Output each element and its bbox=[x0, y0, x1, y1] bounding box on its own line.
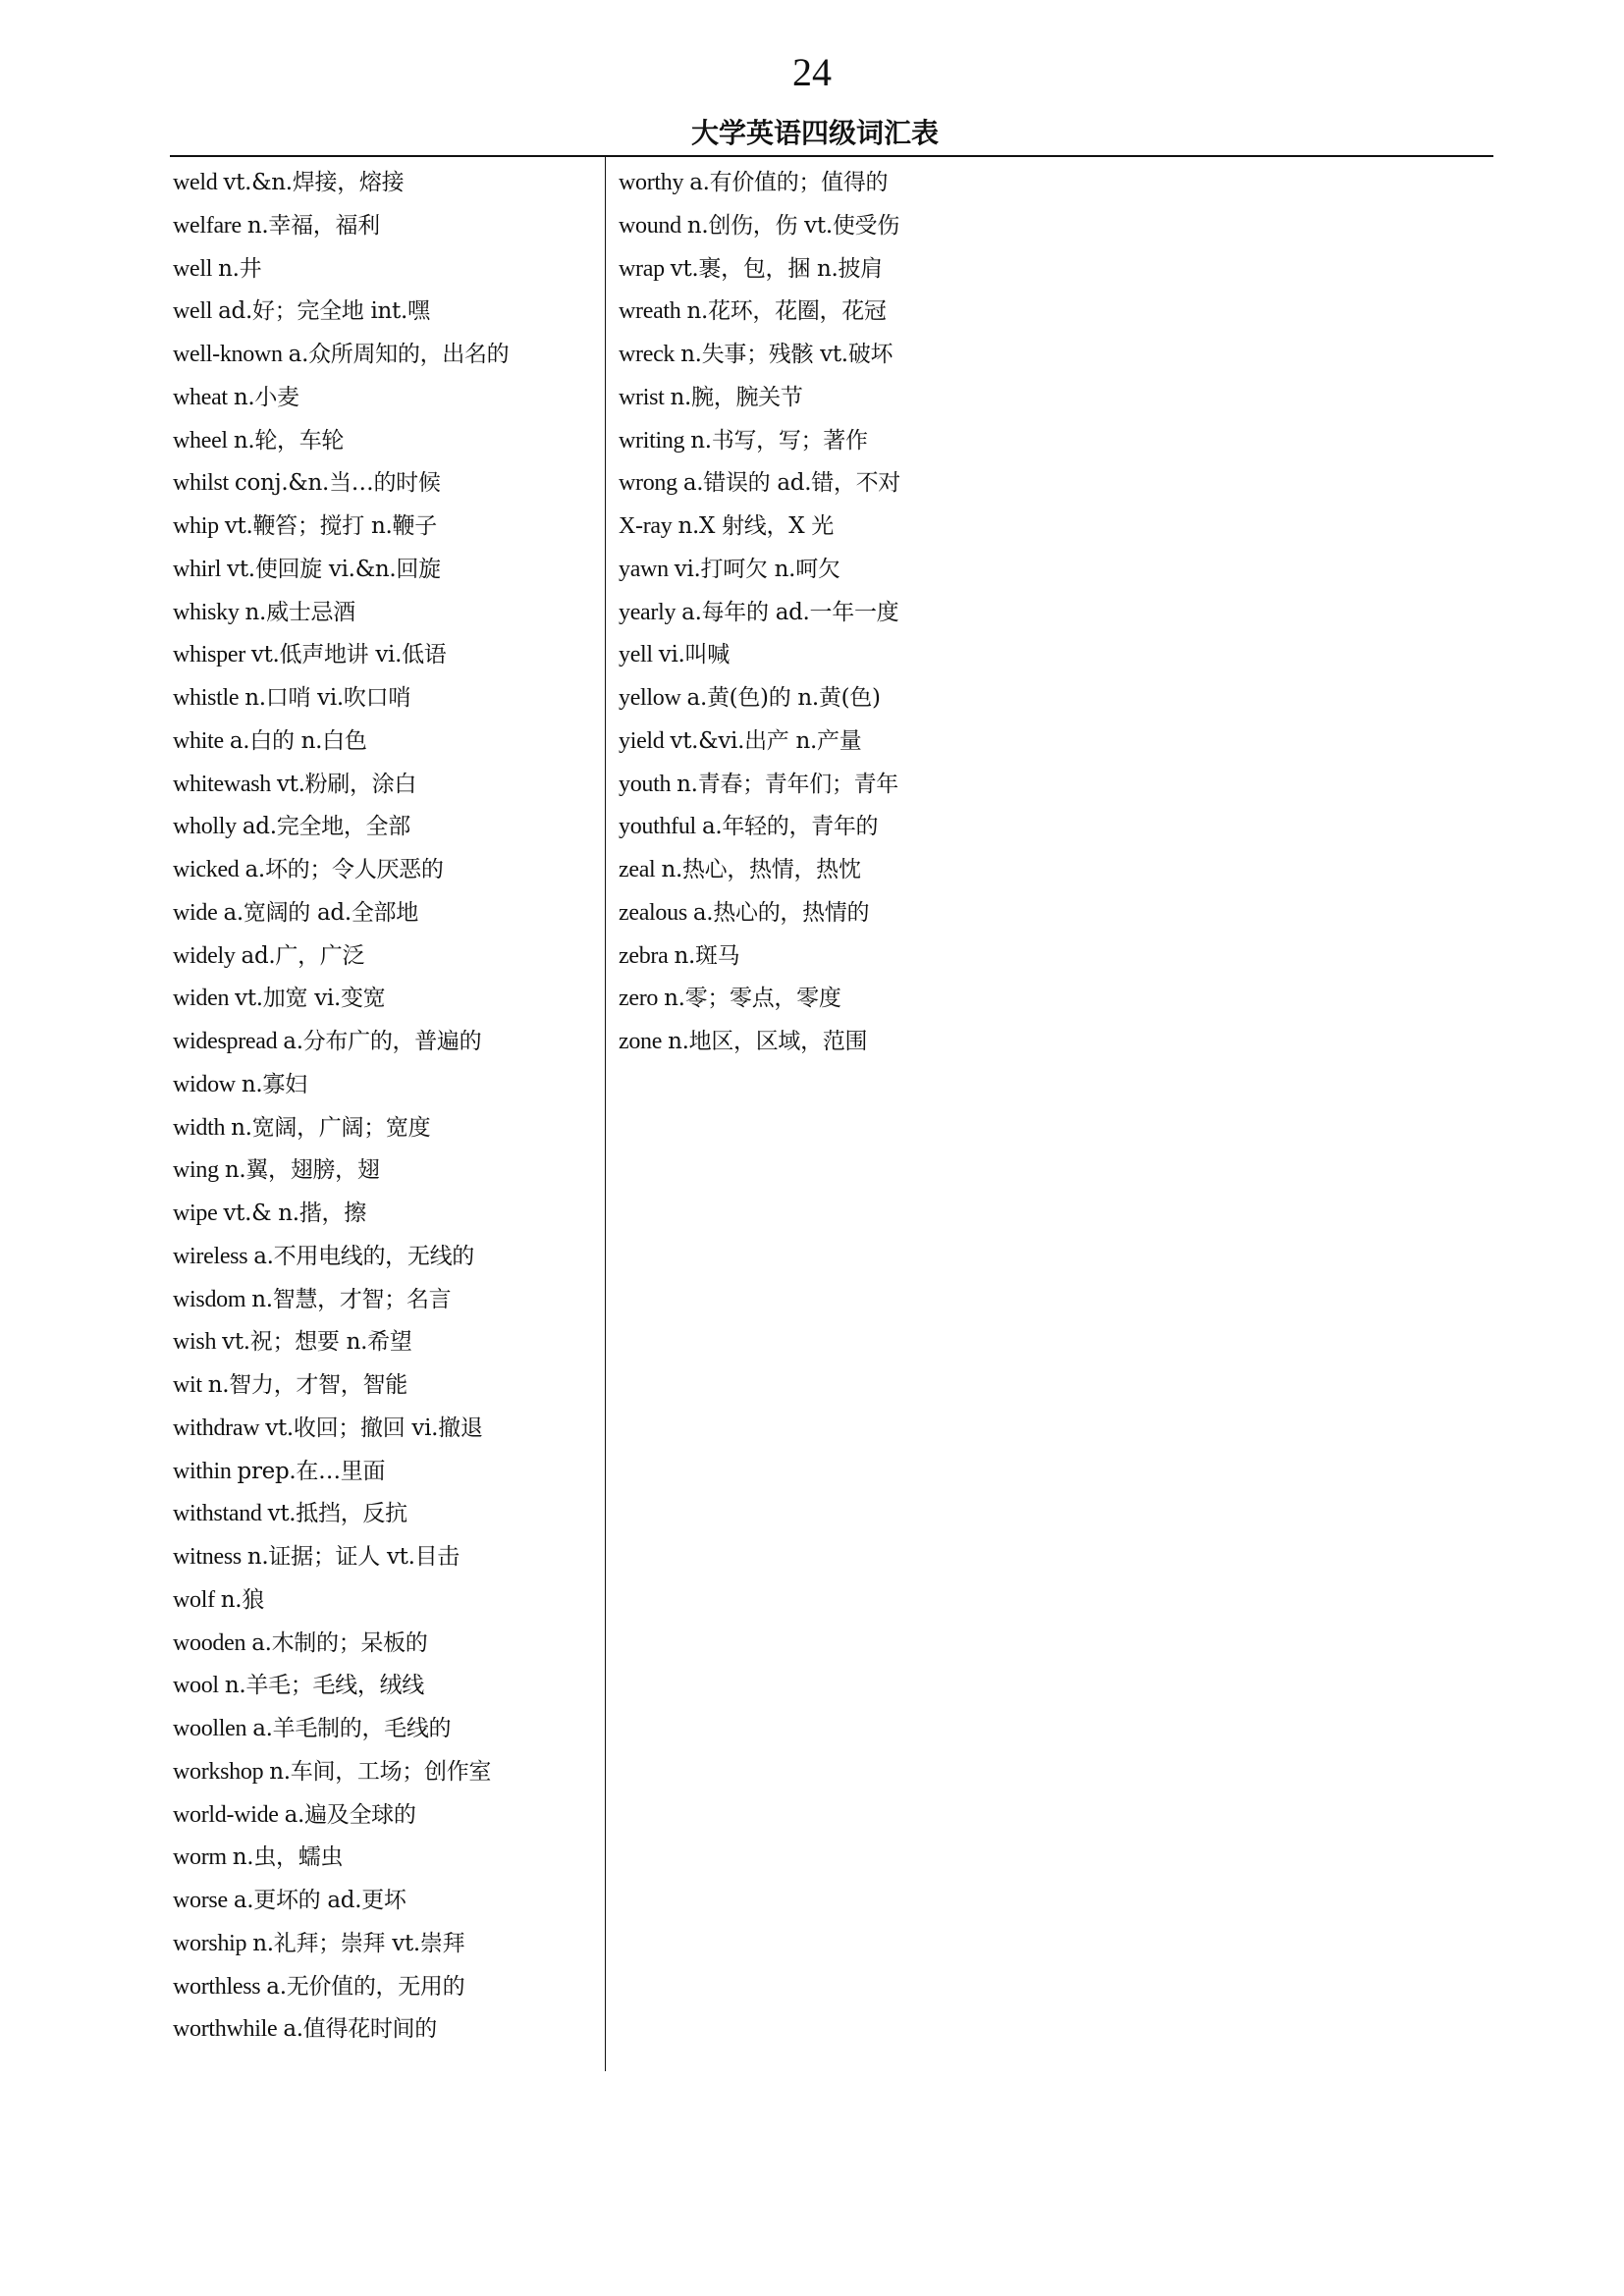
vocab-definition: a.黄(色)的 n.黄(色) bbox=[686, 685, 881, 711]
vocab-entry bbox=[173, 462, 595, 506]
vocab-definition: conj.&n.当…的时候 bbox=[234, 470, 441, 497]
vocab-entry bbox=[173, 2008, 595, 2052]
vocab-word: widen bbox=[173, 986, 230, 1012]
vocab-word: wholly bbox=[173, 814, 237, 840]
vocab-word: wing bbox=[173, 1157, 219, 1184]
vocab-definition: a.宽阔的 ad.全部地 bbox=[223, 899, 418, 926]
vocab-entry bbox=[173, 935, 595, 979]
vocab-word: worthy bbox=[619, 170, 684, 195]
vocab-word: wheel bbox=[173, 427, 228, 454]
vocab-entry bbox=[173, 506, 595, 549]
vocab-word: wide bbox=[173, 899, 218, 926]
vocab-entry bbox=[173, 592, 595, 635]
vocab-word: wound bbox=[619, 212, 681, 239]
vocab-definition: n.轮，车轮 bbox=[233, 427, 345, 454]
vocab-definition: n.车间，工场；创作室 bbox=[269, 1758, 492, 1785]
vocab-word: wreck bbox=[619, 342, 676, 367]
vocab-entry bbox=[173, 1364, 595, 1408]
left-word-column bbox=[173, 162, 595, 2052]
vocab-word: withdraw bbox=[173, 1415, 260, 1441]
vocab-word: wisdom bbox=[173, 1286, 246, 1312]
vocab-word: whistle bbox=[173, 685, 240, 711]
vocab-word: withstand bbox=[173, 1501, 262, 1527]
vocab-definition: a.错误的 ad.错，不对 bbox=[682, 470, 901, 497]
vocab-definition: n.狼 bbox=[220, 1586, 265, 1613]
document-title: 大学英语四级词汇表 bbox=[690, 117, 939, 149]
vocab-definition: n.宽阔，广阔；宽度 bbox=[231, 1114, 431, 1141]
vocab-definition: vt.抵挡，反抗 bbox=[267, 1501, 407, 1527]
vocab-entry bbox=[173, 677, 595, 721]
vocab-entry bbox=[173, 1149, 595, 1193]
page-number: 24 bbox=[792, 50, 832, 94]
vocab-definition: n.青春；青年们；青年 bbox=[677, 771, 898, 797]
vocab-definition: n.斑马 bbox=[674, 942, 740, 969]
vocab-entry bbox=[619, 935, 1208, 979]
vocab-entry bbox=[173, 162, 595, 205]
vocab-definition: a.有价值的；值得的 bbox=[689, 170, 889, 195]
vocab-entry bbox=[173, 1451, 595, 1494]
vocab-word: within bbox=[173, 1458, 232, 1484]
vocab-word: wheat bbox=[173, 384, 228, 410]
vocab-entry bbox=[619, 721, 1208, 764]
vocab-entry bbox=[619, 162, 1208, 205]
vocab-word: worship bbox=[173, 1930, 247, 1956]
vocab-definition: a.每年的 ad.一年一度 bbox=[681, 599, 899, 625]
vocab-entry bbox=[173, 849, 595, 892]
vocab-entry bbox=[173, 806, 595, 849]
vocab-entry bbox=[173, 1623, 595, 1666]
vocab-word: zealous bbox=[619, 899, 687, 926]
vocab-word: well bbox=[173, 298, 213, 325]
vocab-definition: a.不用电线的，无线的 bbox=[253, 1243, 474, 1269]
vocab-entry bbox=[619, 634, 1208, 677]
vocab-word: wrong bbox=[619, 470, 677, 497]
vocab-word: widow bbox=[173, 1071, 236, 1097]
vocab-definition: n.寡妇 bbox=[241, 1071, 307, 1097]
vocab-definition: vi.叫喊 bbox=[658, 642, 730, 668]
vocab-definition: vt.收回；撤回 vi.撤退 bbox=[265, 1415, 483, 1441]
vocab-definition: n.口哨 vi.吹口哨 bbox=[244, 685, 411, 711]
vocab-word: workshop bbox=[173, 1758, 264, 1785]
header-rule bbox=[170, 155, 1493, 157]
vocab-entry bbox=[619, 892, 1208, 935]
vocab-word: youthful bbox=[619, 814, 696, 840]
vocab-entry bbox=[173, 1493, 595, 1536]
vocab-definition: n.羊毛；毛线，绒线 bbox=[224, 1673, 424, 1699]
vocab-word: yellow bbox=[619, 685, 681, 711]
vocab-word: wireless bbox=[173, 1243, 248, 1269]
vocab-definition: a.分布广的，普遍的 bbox=[283, 1029, 482, 1054]
vocab-word: well-known bbox=[173, 342, 283, 367]
vocab-entry bbox=[173, 764, 595, 807]
vocab-word: woollen bbox=[173, 1716, 247, 1741]
vocab-definition: a.热心的，热情的 bbox=[692, 899, 870, 926]
vocab-entry bbox=[173, 1966, 595, 2009]
vocab-word: white bbox=[173, 727, 224, 754]
vocab-definition: vt.&vi.出产 n.产量 bbox=[670, 727, 862, 754]
vocab-word: yell bbox=[619, 642, 653, 668]
vocab-entry bbox=[173, 1880, 595, 1923]
vocab-definition: vt.&n.焊接，熔接 bbox=[223, 170, 405, 195]
vocab-entry bbox=[173, 1665, 595, 1708]
vocab-word: worthwhile bbox=[173, 2016, 278, 2043]
vocab-entry bbox=[619, 205, 1208, 248]
vocab-word: wit bbox=[173, 1372, 202, 1398]
vocab-definition: vi.打呵欠 n.呵欠 bbox=[674, 556, 840, 582]
vocab-definition: n.小麦 bbox=[233, 384, 299, 410]
vocab-word: welfare bbox=[173, 212, 242, 239]
vocab-definition: prep.在…里面 bbox=[237, 1458, 386, 1484]
vocab-word: yearly bbox=[619, 599, 677, 625]
vocab-entry bbox=[173, 1837, 595, 1880]
vocab-entry bbox=[173, 1408, 595, 1451]
vocab-entry bbox=[173, 1751, 595, 1794]
vocab-entry bbox=[173, 1279, 595, 1322]
vocab-word: worthless bbox=[173, 1973, 261, 2000]
vocab-word: widely bbox=[173, 942, 236, 969]
vocab-word: youth bbox=[619, 771, 672, 797]
vocab-definition: n.热心，热情，热忱 bbox=[661, 857, 861, 882]
vocab-word: wrap bbox=[619, 255, 665, 282]
vocab-entry bbox=[619, 377, 1208, 420]
vocab-entry bbox=[619, 420, 1208, 463]
vocab-word: wreath bbox=[619, 298, 681, 325]
vocab-word: wool bbox=[173, 1673, 219, 1699]
vocab-entry bbox=[173, 978, 595, 1021]
vocab-entry bbox=[619, 1021, 1208, 1064]
vocab-entry bbox=[619, 806, 1208, 849]
vocab-entry bbox=[173, 1579, 595, 1623]
vocab-entry bbox=[173, 291, 595, 334]
column-divider bbox=[605, 157, 606, 2071]
vocab-definition: n.地区，区域，范围 bbox=[668, 1029, 868, 1054]
vocab-word: width bbox=[173, 1114, 226, 1141]
vocab-definition: vt.低声地讲 vi.低语 bbox=[250, 642, 447, 668]
vocab-definition: n.井 bbox=[218, 255, 262, 282]
vocab-definition: vt.裹，包，捆 n.披肩 bbox=[670, 255, 883, 282]
vocab-word: whitewash bbox=[173, 771, 271, 797]
vocab-word: widespread bbox=[173, 1029, 278, 1054]
vocab-definition: a.坏的；令人厌恶的 bbox=[244, 857, 444, 882]
vocab-word: whip bbox=[173, 513, 219, 539]
vocab-definition: n.智力，才智，智能 bbox=[207, 1372, 407, 1398]
vocab-entry bbox=[619, 764, 1208, 807]
vocab-entry bbox=[173, 205, 595, 248]
vocab-word: world-wide bbox=[173, 1801, 279, 1828]
vocab-definition: n.虫，蠕虫 bbox=[232, 1844, 344, 1871]
vocab-word: wrist bbox=[619, 384, 665, 410]
vocab-word: writing bbox=[619, 427, 685, 454]
vocab-entry bbox=[173, 634, 595, 677]
vocab-definition: a.更坏的 ad.更坏 bbox=[233, 1888, 406, 1913]
vocab-definition: ad.广，广泛 bbox=[241, 942, 365, 969]
vocab-entry bbox=[173, 1923, 595, 1966]
vocab-word: worm bbox=[173, 1844, 227, 1871]
vocab-entry bbox=[619, 506, 1208, 549]
vocab-entry bbox=[619, 462, 1208, 506]
vocab-word: whilst bbox=[173, 470, 229, 497]
vocab-word: whisky bbox=[173, 599, 240, 625]
vocab-entry bbox=[619, 677, 1208, 721]
vocab-definition: vt.粉刷，涂白 bbox=[276, 771, 417, 797]
vocab-definition: a.羊毛制的，毛线的 bbox=[252, 1716, 452, 1741]
vocab-entry bbox=[173, 1536, 595, 1579]
vocab-entry bbox=[619, 549, 1208, 592]
vocab-definition: a.众所周知的，出名的 bbox=[288, 342, 510, 367]
vocab-definition: a.木制的；呆板的 bbox=[251, 1629, 428, 1656]
vocab-definition: n.腕，腕关节 bbox=[670, 384, 803, 410]
vocab-entry bbox=[173, 549, 595, 592]
vocab-definition: a.值得花时间的 bbox=[283, 2016, 437, 2043]
vocab-entry bbox=[173, 1236, 595, 1279]
vocab-word: zero bbox=[619, 986, 659, 1012]
vocab-word: worse bbox=[173, 1888, 228, 1913]
vocab-entry bbox=[173, 1193, 595, 1236]
vocab-entry bbox=[173, 1708, 595, 1751]
vocab-definition: n.书写，写；著作 bbox=[690, 427, 868, 454]
vocab-word: wish bbox=[173, 1329, 217, 1356]
vocab-word: whisper bbox=[173, 642, 245, 668]
vocab-definition: n.翼，翅膀，翅 bbox=[224, 1157, 380, 1184]
right-word-column bbox=[619, 162, 1208, 1064]
vocab-definition: n.智慧，才智；名言 bbox=[251, 1286, 452, 1312]
vocab-word: zone bbox=[619, 1029, 663, 1054]
vocab-entry bbox=[173, 721, 595, 764]
vocab-definition: n.幸福，福利 bbox=[246, 212, 380, 239]
vocab-definition: ad.好；完全地 int.嘿 bbox=[218, 298, 430, 325]
vocab-definition: n.花环，花圈，花冠 bbox=[686, 298, 887, 325]
vocab-definition: n.创伤，伤 vt.使受伤 bbox=[686, 212, 899, 239]
vocab-entry bbox=[173, 1064, 595, 1107]
vocab-word: zeal bbox=[619, 857, 656, 882]
vocab-definition: a.年轻的，青年的 bbox=[701, 814, 879, 840]
vocab-word: zebra bbox=[619, 942, 669, 969]
vocab-definition: n.礼拜；崇拜 vt.崇拜 bbox=[252, 1930, 465, 1956]
vocab-entry bbox=[619, 849, 1208, 892]
vocab-word: whirl bbox=[173, 556, 222, 582]
vocab-definition: n.X 射线，X 光 bbox=[677, 513, 834, 539]
vocab-entry bbox=[173, 1794, 595, 1838]
vocab-entry bbox=[173, 334, 595, 377]
vocab-entry bbox=[619, 291, 1208, 334]
vocab-word: witness bbox=[173, 1544, 242, 1570]
vocab-word: wicked bbox=[173, 857, 240, 882]
vocab-entry bbox=[173, 1021, 595, 1064]
vocab-entry bbox=[619, 978, 1208, 1021]
vocab-entry bbox=[619, 334, 1208, 377]
vocab-entry bbox=[619, 248, 1208, 292]
vocab-definition: vt.鞭笞；搅打 n.鞭子 bbox=[224, 513, 437, 539]
vocab-definition: a.白的 n.白色 bbox=[229, 727, 367, 754]
vocab-definition: vt.使回旋 vi.&n.回旋 bbox=[227, 556, 441, 582]
vocab-definition: n.零；零点，零度 bbox=[664, 986, 841, 1012]
vocab-word: wolf bbox=[173, 1586, 215, 1613]
vocab-definition: n.威士忌酒 bbox=[244, 599, 355, 625]
vocab-word: yawn bbox=[619, 556, 669, 582]
vocab-definition: vt.祝；想要 n.希望 bbox=[222, 1329, 412, 1356]
vocab-word: wooden bbox=[173, 1629, 246, 1656]
vocab-word: wipe bbox=[173, 1201, 218, 1226]
vocab-word: X-ray bbox=[619, 513, 673, 539]
vocab-definition: vt.& n.揩，擦 bbox=[223, 1201, 366, 1226]
vocab-definition: vt.加宽 vi.变宽 bbox=[235, 986, 386, 1012]
vocab-definition: n.证据；证人 vt.目击 bbox=[246, 1544, 460, 1570]
vocab-word: weld bbox=[173, 170, 218, 195]
vocab-definition: a.无价值的，无用的 bbox=[266, 1973, 465, 2000]
vocab-definition: ad.完全地，全部 bbox=[242, 814, 410, 840]
vocab-entry bbox=[619, 592, 1208, 635]
vocab-word: yield bbox=[619, 727, 665, 754]
vocab-entry bbox=[173, 1107, 595, 1150]
vocab-entry bbox=[173, 420, 595, 463]
vocab-definition: a.遍及全球的 bbox=[284, 1801, 416, 1828]
vocab-entry bbox=[173, 248, 595, 292]
vocab-word: well bbox=[173, 255, 213, 282]
vocab-definition: n.失事；残骸 vt.破坏 bbox=[680, 342, 893, 367]
vocab-entry bbox=[173, 377, 595, 420]
vocab-entry bbox=[173, 892, 595, 935]
vocab-entry bbox=[173, 1321, 595, 1364]
